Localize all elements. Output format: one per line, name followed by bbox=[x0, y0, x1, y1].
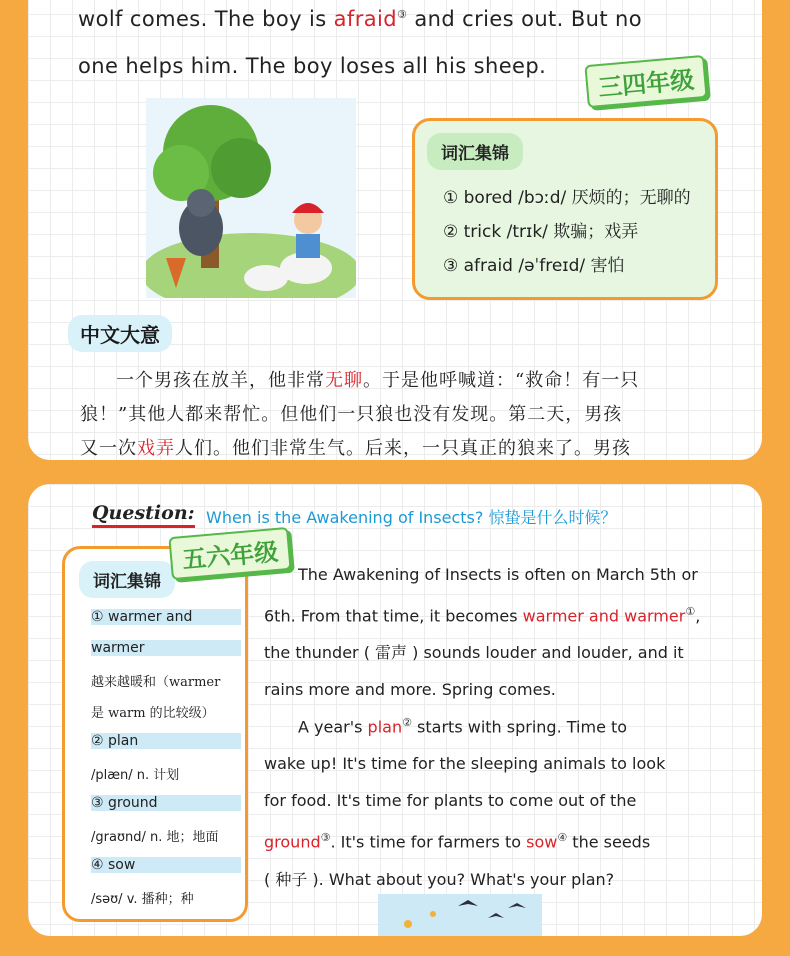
vocab-def-warmer: 越来越暖和（warmer bbox=[91, 675, 221, 690]
vocab-box-bottom bbox=[62, 546, 248, 922]
vocab-def-plan: /plæn/ n. 计划 bbox=[91, 768, 180, 783]
passage-paragraph-1: The Awakening of Insects is often on March 5th or 6th. From that time, it becomes warmer and warmer①, the thunder ( 雷声 ) sounds louder and louder, and it rains more and more. Spring comes. bbox=[264, 565, 701, 700]
vocab-word-afraid: afraid bbox=[333, 7, 397, 31]
vocab-def-ground: /graʊnd/ n. 地；地面 bbox=[91, 830, 219, 845]
question-text: When is the Awakening of Insects? 惊蛰是什么时候？ bbox=[206, 508, 617, 527]
vocab-box-top bbox=[412, 118, 718, 300]
vocab-title: 词汇集锦 bbox=[79, 561, 175, 598]
story-card-top bbox=[28, 0, 762, 460]
question-label: Question: bbox=[92, 502, 195, 528]
vocab-item-warmer: ① warmer and bbox=[91, 609, 241, 625]
grade-badge-3-4: 三四年级 bbox=[584, 55, 707, 108]
vocab-def-warmer-2: 是 warm 的比较级） bbox=[91, 706, 215, 721]
vocab-item-ground: ③ ground bbox=[91, 795, 241, 811]
vocab-word-warmer: warmer and warmer bbox=[522, 606, 686, 626]
chinese-summary-title: 中文大意 bbox=[68, 315, 172, 352]
vocab-item-plan: ② plan bbox=[91, 733, 241, 749]
vocab-title: 词汇集锦 bbox=[427, 133, 523, 170]
vocab-item-afraid: ③ afraid /əˈfreɪd/ 害怕 bbox=[443, 256, 625, 276]
vocab-item-warmer-2: warmer bbox=[91, 640, 241, 656]
vocab-def-sow: /səʊ/ v. 播种；种 bbox=[91, 892, 194, 907]
chinese-summary-line-3: 又一次戏弄人们。他们非常生气。后来，一只真正的狼来了。男孩 bbox=[80, 438, 631, 459]
vocab-word-ground: ground bbox=[264, 832, 321, 852]
story-line-2: one helps him. The boy loses all his sheep. bbox=[78, 54, 547, 78]
grade-badge-5-6: 五六年级 bbox=[168, 527, 291, 580]
vocab-item-bored: ① bored /bɔːd/ 厌烦的；无聊的 bbox=[443, 188, 691, 208]
birds-illustration bbox=[378, 894, 542, 936]
story-line-1: wolf comes. The boy is afraid③ and cries out. But no bbox=[78, 7, 643, 31]
story-card-bottom bbox=[28, 484, 762, 936]
chinese-summary-line-2: 狼！”其他人都来帮忙。但他们一只狼也没有发现。第二天，男孩 bbox=[80, 404, 623, 425]
vocab-word-sow: sow bbox=[526, 832, 558, 852]
vocab-word-plan: plan bbox=[367, 717, 403, 737]
chinese-summary-line-1: 一个男孩在放羊，他非常无聊。于是他呼喊道：“救命！有一只 bbox=[116, 370, 640, 391]
passage-paragraph-2: A year's plan② starts with spring. Time to wake up! It's time for the sleeping animals to look for food. It's time for plants to come out of the ground③. It's time for farmers to sow④ the seeds ( 种子 ). What about you? What's your plan? bbox=[264, 716, 666, 889]
boy-and-wolf-illustration bbox=[146, 98, 356, 298]
vocab-item-sow: ④ sow bbox=[91, 857, 241, 873]
vocab-item-trick: ② trick /trɪk/ 欺骗；戏弄 bbox=[443, 222, 639, 242]
